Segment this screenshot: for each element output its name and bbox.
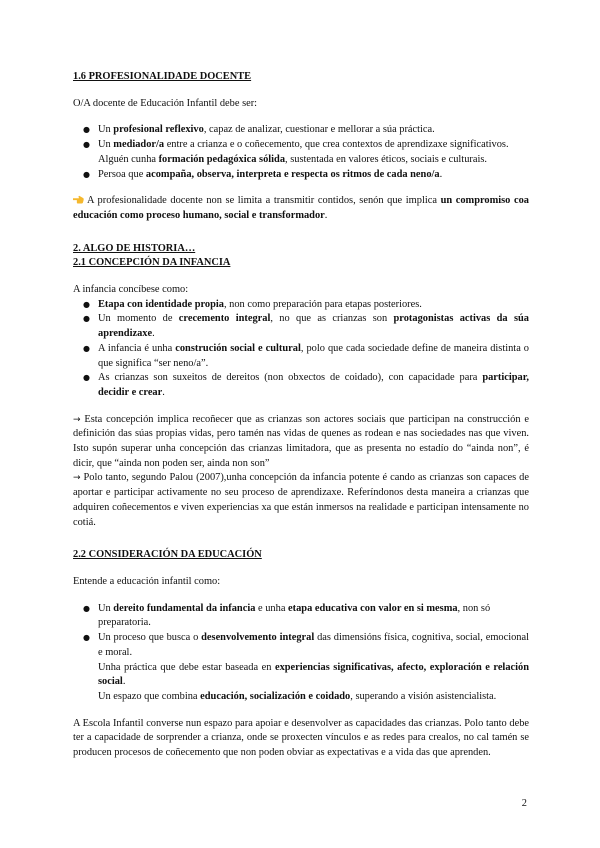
list-item: ● Un momento de crecemento integral, no que as crianzas son protagonistas activas da súa aprendizaxe.	[73, 312, 529, 341]
page-content	[73, 70, 529, 761]
list-item: ● A infancia é unha construción social e cultural, polo que cada sociedade define de maneira distinta o que significa “ser neno/a”.	[73, 342, 529, 371]
list-item: ● Un dereito fundamental da infancia e unha etapa educativa con valor en si mesma, non só preparatoria.	[73, 602, 529, 631]
pointing-hand-icon	[73, 195, 84, 204]
section-1-6-intro: O/A docente de Educación Infantil debe ser:	[73, 97, 258, 109]
section-heading-2-1: 2.1 CONCEPCIÓN DA INFANCIA	[73, 257, 231, 269]
list-item: ● Un profesional reflexivo, capaz de analizar, cuestionar e mellorar a súa práctica.	[73, 123, 529, 138]
infancia-paragraph-1: → Esta concepción implica recoñecer que as crianzas son actores sociais que participan na construcción e definición das súas propias vidas, pero tamén nas vidas de quenes as rodean e nas sociedades nas que viven. Isto supón superar unha concepción das crianzas limitadora, que as presenta no estadío do “ainda non”, é dicir, que “ainda non poden ser, ainda non son”	[73, 413, 529, 469]
educacion-list	[73, 602, 529, 705]
list-item: ● Un proceso que busca o desenvolvemento integral das dimensións física, cognitiva, social, emocional e moral.	[73, 631, 529, 660]
section-heading-2: 2. ALGO DE HISTORIA…	[73, 242, 196, 254]
profesionalidade-list	[73, 123, 529, 182]
infancia-paragraph-2: → Polo tanto, segundo Palou (2007),unha concepción da infancia potente é cando as crianzas son capaces de aportar e participar activamente no seu proceso de aprendizaxe. Referíndonos desta maneira a crianzas que adquiren coñecementos e viven experiencias xa que están inmersos na realidade e participan intensamente no cotiá.	[73, 472, 529, 528]
section-heading-2-2: 2.2 CONSIDERACIÓN DA EDUCACIÓN	[73, 549, 262, 561]
infancia-list	[73, 298, 529, 401]
escola-infantil-paragraph: A Escola Infantil converse nun espazo para apoiar e desenvolver as capacidades das crianzas. Polo tanto debe ter a capacidade de sorprender a crianza, onde se proxecten vínculos e as redes para crealos, no cal tamén se producen procesos de coñecemento que non poden obviar as expectativas e a vida das que aprenden.	[73, 717, 529, 759]
list-item: ● Un mediador/a entre a crianza e o coñecemento, que crea contextos de aprendizaxe significativos.	[73, 138, 529, 153]
right-arrow-icon: →	[73, 414, 81, 425]
section-2-2-intro: Entende a educación infantil como:	[73, 575, 221, 587]
list-item: ● Etapa con identidade propia, non como preparación para etapas posteriores.	[73, 298, 529, 313]
section-2-1-intro: A infancia concíbese como:	[73, 284, 189, 296]
profesionalidade-note: A profesionalidade docente non se limita a transmitir contidos, senón que implica un compromiso coa educación como proceso humano, social e transformador.	[73, 195, 529, 221]
section-heading-1-6: 1.6 PROFESIONALIDADE DOCENTE	[73, 71, 252, 82]
right-arrow-icon: →	[73, 473, 81, 484]
list-item: ● As crianzas son suxeitos de dereitos (non obxectos de coidado), con capacidade para participar, decidir e crear.	[73, 371, 529, 400]
list-item: Unha práctica que debe estar baseada en experiencias significativas, afecto, exploración e relación social.	[98, 661, 529, 688]
page-number: 2	[521, 798, 527, 809]
list-item: ● Persoa que acompaña, observa, interpreta e respecta os ritmos de cada neno/a.	[73, 168, 529, 183]
list-item: Un espazo que combina educación, socialización e coidado, superando a visión asistencialista.	[98, 690, 497, 702]
list-item: Alguén cunha formación pedagóxica sólida, sustentada en valores éticos, sociais e culturais.	[98, 153, 487, 165]
